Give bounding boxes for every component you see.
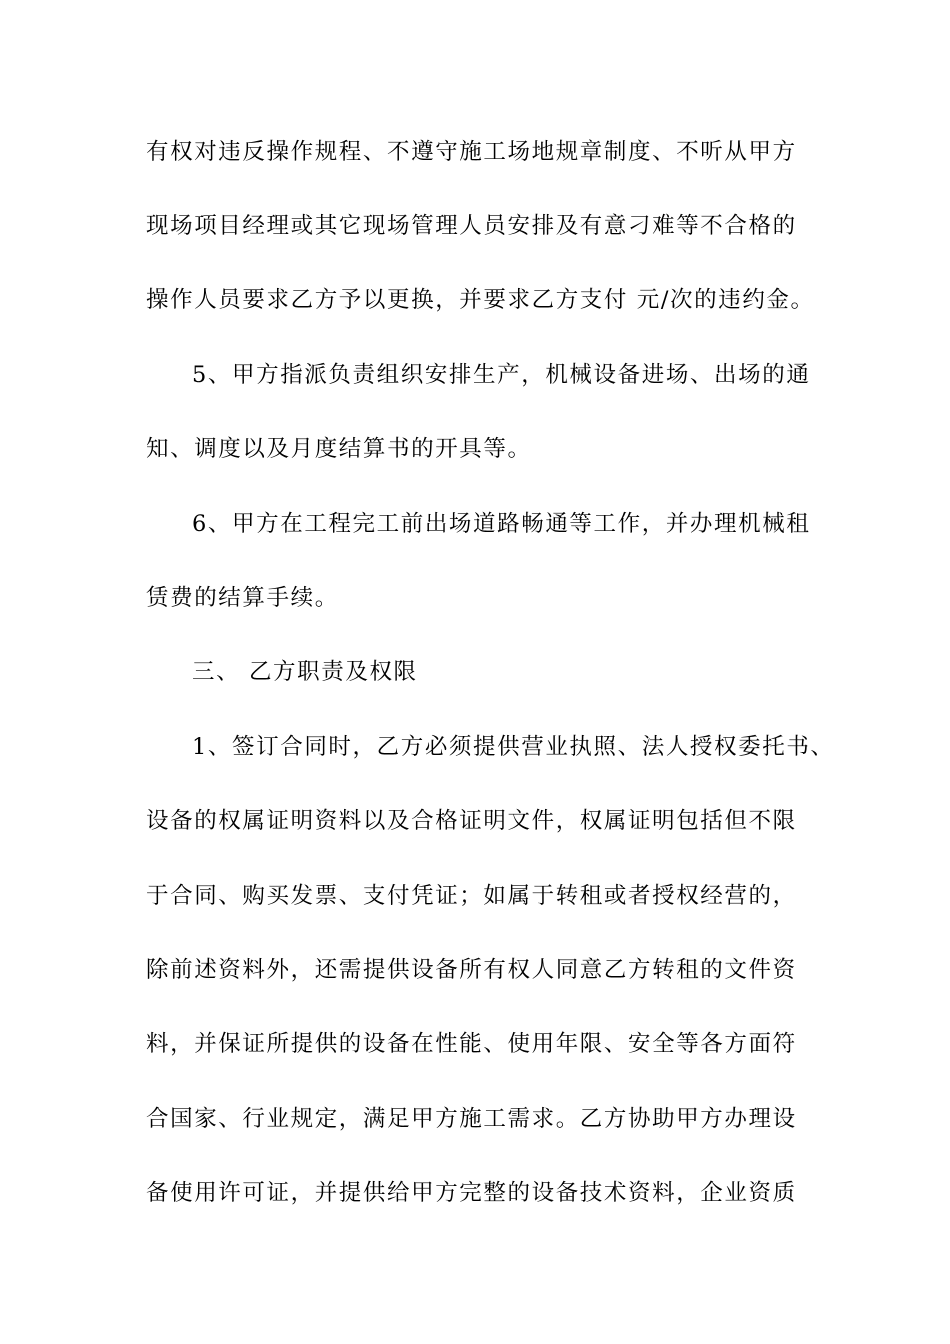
text-line-2: 现场项目经理或其它现场管理人员安排及有意刁难等不合格的 — [146, 213, 797, 239]
text-line-15: 备使用许可证，并提供给甲方完整的设备技术资料，企业资质 — [146, 1180, 797, 1206]
text-line-3: 操作人员要求乙方予以更换，并要求乙方支付 元/次的违约金。 — [146, 287, 815, 313]
section-heading: 三、 乙方职责及权限 — [192, 659, 418, 685]
text-line-7: 赁费的结算手续。 — [146, 585, 339, 611]
text-line-13: 料，并保证所提供的设备在性能、使用年限、安全等各方面符 — [146, 1031, 797, 1057]
text-line-10: 设备的权属证明资料以及合格证明文件，权属证明包括但不限 — [146, 808, 797, 834]
text-line-11: 于合同、购买发票、支付凭证；如属于转租或者授权经营的， — [146, 883, 797, 909]
text-line-5: 知、调度以及月度结算书的开具等。 — [146, 436, 532, 462]
text-line-9: 1、签订合同时，乙方必须提供营业执照、法人授权委托书、 — [192, 734, 835, 760]
text-line-1: 有权对违反操作规程、不遵守施工场地规章制度、不听从甲方 — [146, 139, 797, 165]
text-line-6: 6、甲方在工程完工前出场道路畅通等工作，并办理机械租 — [192, 511, 811, 537]
text-line-4: 5、甲方指派负责组织安排生产，机械设备进场、出场的通 — [192, 362, 811, 388]
text-line-14: 合国家、行业规定，满足甲方施工需求。乙方协助甲方办理设 — [146, 1106, 797, 1132]
text-line-12: 除前述资料外，还需提供设备所有权人同意乙方转租的文件资 — [146, 957, 797, 983]
